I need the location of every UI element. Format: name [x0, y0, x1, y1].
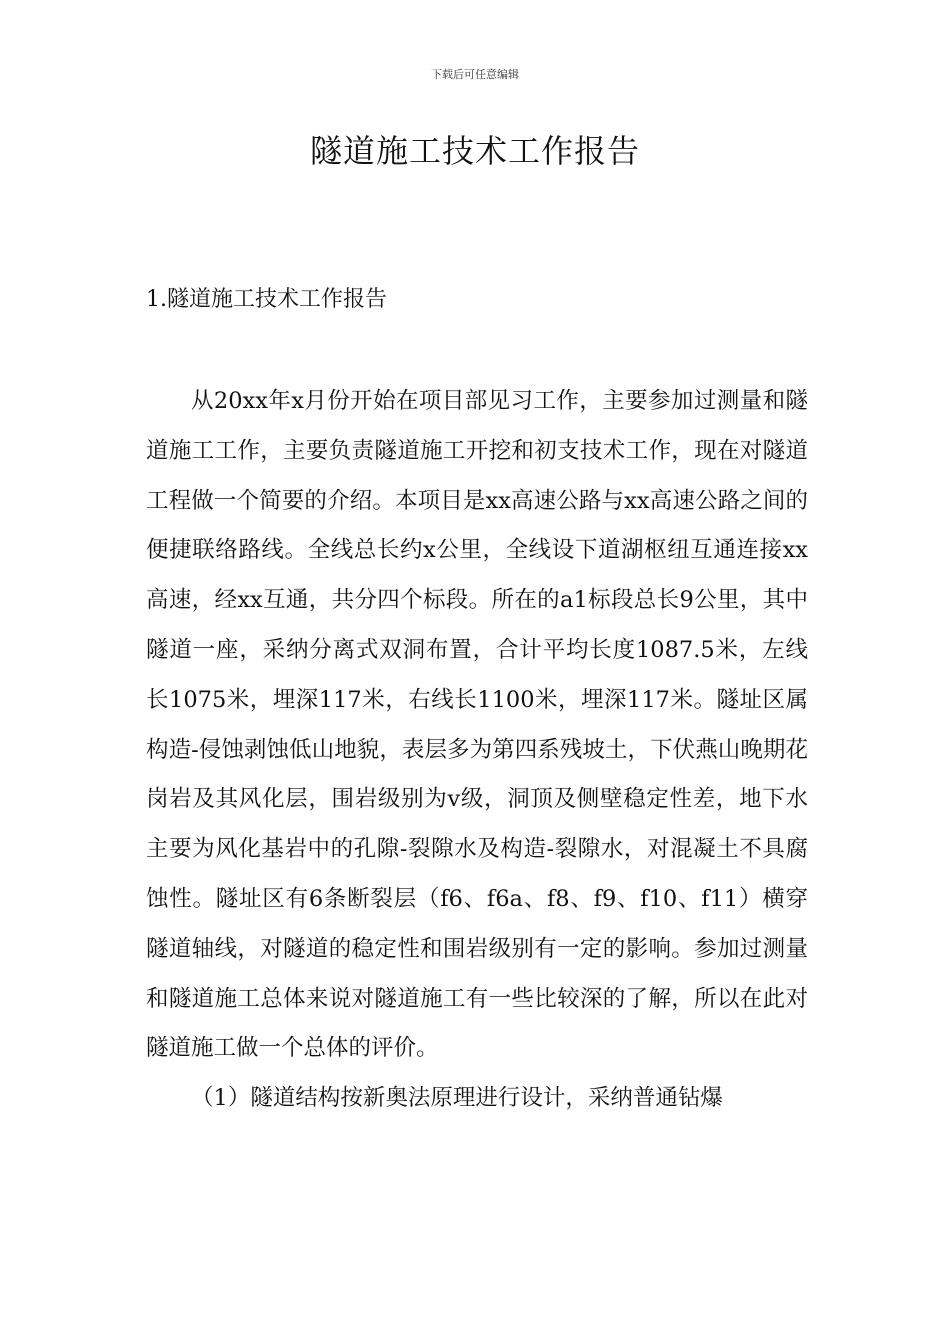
paragraph: 从20xx年x月份开始在项目部见习工作，主要参加过测量和隧道施工工作，主要负责隧道施工开挖和初支技术工作，现在对隧道工程做一个简要的介绍。本项目是xx高速公路与xx高速公路之间的便捷联络路线。全线总长约x公里，全线设下道湖枢纽互通连接xx高速，经xx互通，共分四个标段。所在的a1标段总长9公里，其中隧道一座，采纳分离式双洞布置，合计平均长度1087.5米，左线长1075米，埋深117米，右线长1100米，埋深117米。隧址区属构造-侵蚀剥蚀低山地貌，表层多为第四系残坡土，下伏燕山晚期花岗岩及其风化层，围岩级别为v级，洞顶及侧壁稳定性差，地下水主要为风化基岩中的孔隙-裂隙水及构造-裂隙水，对混凝土不具腐蚀性。隧址区有6条断裂层（f6、f6a、f8、f9、f10、f11）横穿隧道轴线，对隧道的稳定性和围岩级别有一定的影响。参加过测量和隧道施工总体来说对隧道施工有一些比较深的了解，所以在此对隧道施工做一个总体的评价。 [146, 388, 808, 1062]
header-note: 下载后可任意编辑 [431, 68, 519, 81]
body-text [146, 377, 808, 1124]
section-heading: 1.隧道施工技术工作报告 [146, 287, 387, 312]
paragraph: （1）隧道结构按新奥法原理进行设计，采纳普通钻爆 [191, 1085, 723, 1112]
document-title: 隧道施工技术工作报告 [309, 132, 640, 170]
